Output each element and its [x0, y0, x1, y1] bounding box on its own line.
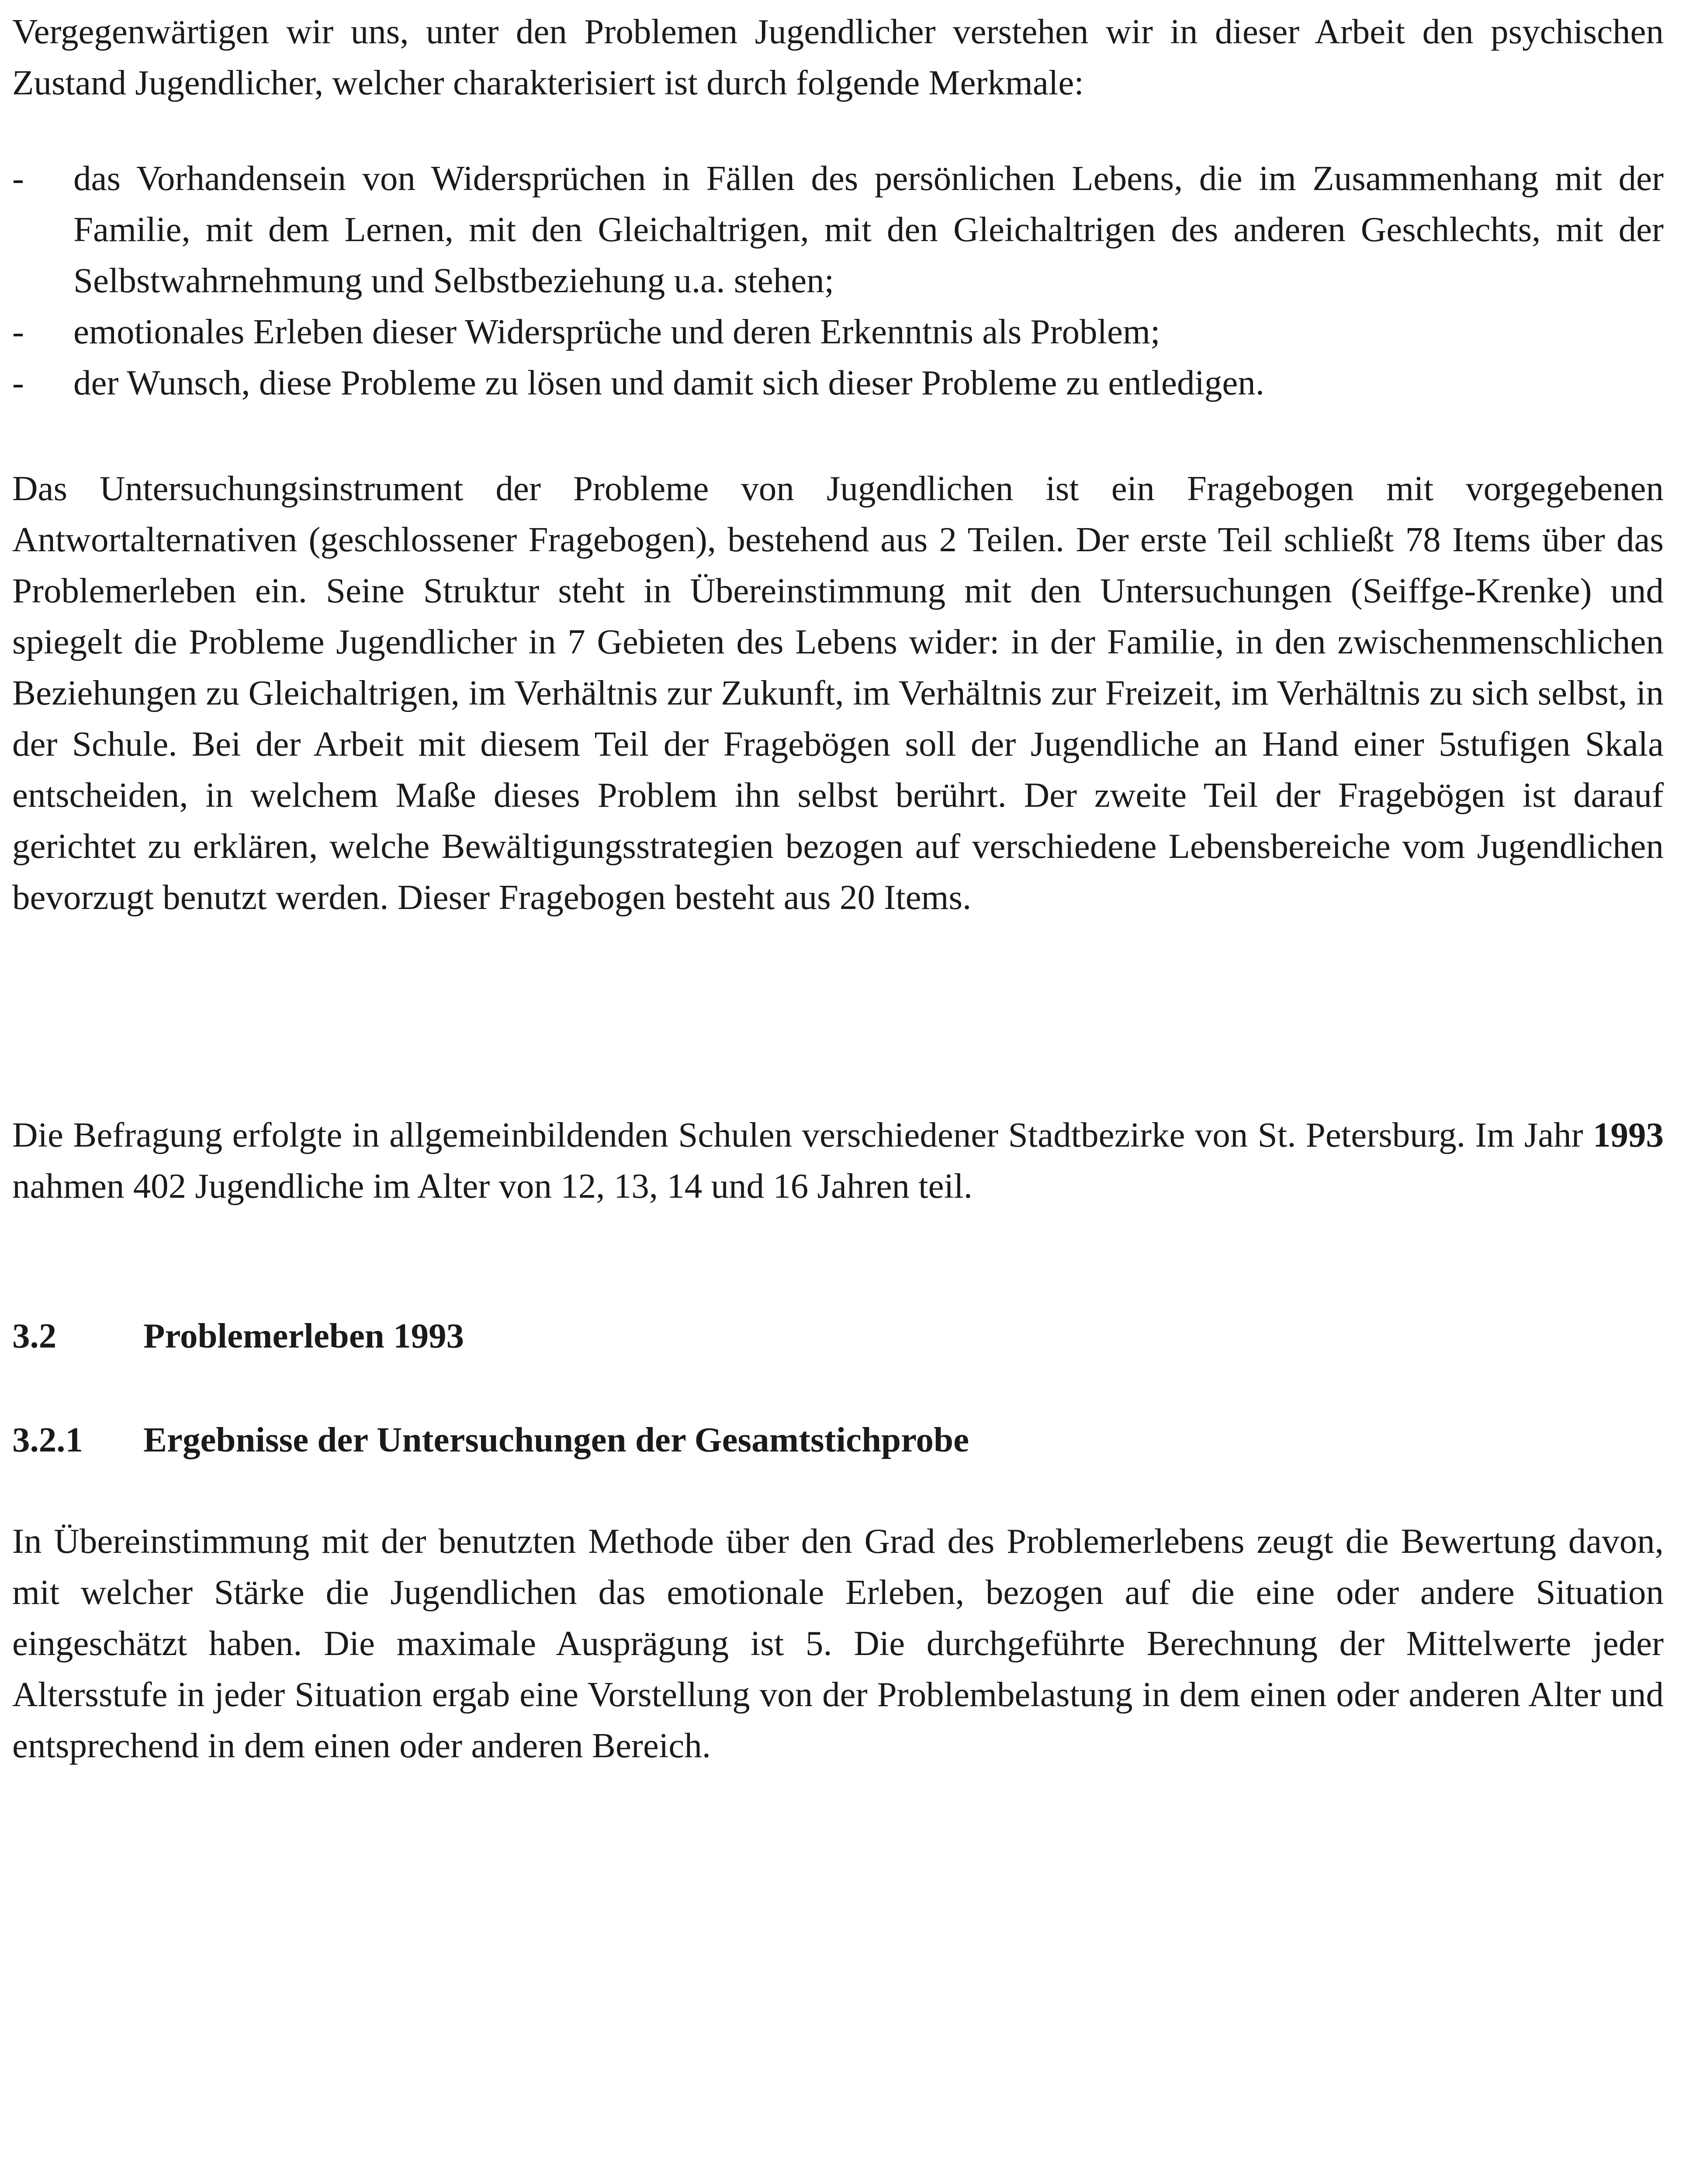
- section-title: Problemerleben 1993: [143, 1316, 464, 1355]
- survey-text-after: nahmen 402 Jugendliche im Alter von 12, 13, 14 und 16 Jahren teil.: [12, 1166, 973, 1206]
- instrument-text: Das Untersuchungsinstrument der Probleme von Jugendlichen ist ein Fragebogen mit vorgegebenen Antwortalternativen (geschlossener Fragebogen), bestehend aus 2 Teilen. Der erste Teil schließt 78 Items über das Problemerleben ein. Seine Struktur steht in Übereinstimmung mit den Untersuchungen (Seiffge-Krenke) und spiegelt die Probleme Jugendlicher in 7 Gebieten des Lebens wider: in der Familie, in den zwischenmenschlichen Beziehungen zu Gleichaltrigen, im Verhältnis zur Zukunft, im Verhältnis zur Freizeit, im Verhältnis zu sich selbst, in der Schule. Bei der Arbeit mit diesem Teil der Fragebögen soll der Jugendliche an Hand einer 5stufigen Skala entscheiden, in welchem Maße dieses Problem ihn selbst berührt. Der zweite Teil der Fragebögen ist darauf gerichtet zu erklären, welche Bewältigungsstrategien bezogen auf verschiedene Lebensbereiche vom Jugendlichen bevorzugt benutzt werden. Dieser Fragebogen besteht aus 20 Items.: [12, 469, 1664, 917]
- results-text: In Übereinstimmung mit der benutzten Methode über den Grad des Problemerlebens zeugt die Bewertung davon, mit welcher Stärke die Jugendlichen das emotionale Erleben, bezogen auf die eine oder andere Situation eingeschätzt haben. Die maximale Ausprägung ist 5. Die durchgeführte Berechnung der Mittelwerte jeder Altersstufe in jeder Situation ergab eine Vorstellung von der Problembelastung in dem einen oder anderen Alter und entsprechend in dem einen oder anderen Bereich.: [12, 1521, 1664, 1765]
- list-item-text: das Vorhandensein von Widersprüchen in Fällen des persönlichen Lebens, die im Zusammenhang mit der Familie, mit dem Lernen, mit den Gleichaltrigen, mit den Gleichaltrigen des anderen Geschlechts, mit der Selbstwahrnehmung und Selbstbeziehung u.a. stehen;: [73, 159, 1664, 300]
- results-paragraph: [12, 1516, 1664, 1771]
- survey-paragraph: [12, 1109, 1664, 1212]
- subsection-heading: [12, 1414, 1664, 1465]
- subsection-title: Ergebnisse der Untersuchungen der Gesamtstichprobe: [143, 1420, 969, 1459]
- criteria-list: [12, 153, 1664, 408]
- intro-text: Vergegenwärtigen wir uns, unter den Problemen Jugendlicher verstehen wir in dieser Arbeit den psychischen Zustand Jugendlicher, welcher charakterisiert ist durch folgende Merkmale:: [12, 12, 1664, 102]
- subsection-number: 3.2.1: [12, 1420, 83, 1459]
- list-item-text: emotionales Erleben dieser Widersprüche und deren Erkenntnis als Problem;: [73, 312, 1160, 351]
- list-item: [12, 357, 1664, 408]
- list-item: [12, 306, 1664, 357]
- list-item-text: der Wunsch, diese Probleme zu lösen und damit sich dieser Probleme zu entledigen.: [73, 363, 1265, 402]
- survey-text: [12, 1109, 1664, 1212]
- bullet-dash: -: [12, 363, 24, 402]
- section-number: 3.2: [12, 1316, 57, 1355]
- survey-text-before: Die Befragung erfolgte in allgemeinbildenden Schulen verschiedener Stadtbezirke von St. Petersburg. Im Jahr: [12, 1115, 1593, 1154]
- bullet-dash: -: [12, 159, 24, 198]
- instrument-paragraph: [12, 463, 1664, 923]
- section-heading: [12, 1310, 1664, 1362]
- intro-paragraph: [12, 6, 1664, 108]
- bullet-dash: -: [12, 312, 24, 351]
- list-item: [12, 153, 1664, 306]
- survey-year: 1993: [1593, 1115, 1664, 1154]
